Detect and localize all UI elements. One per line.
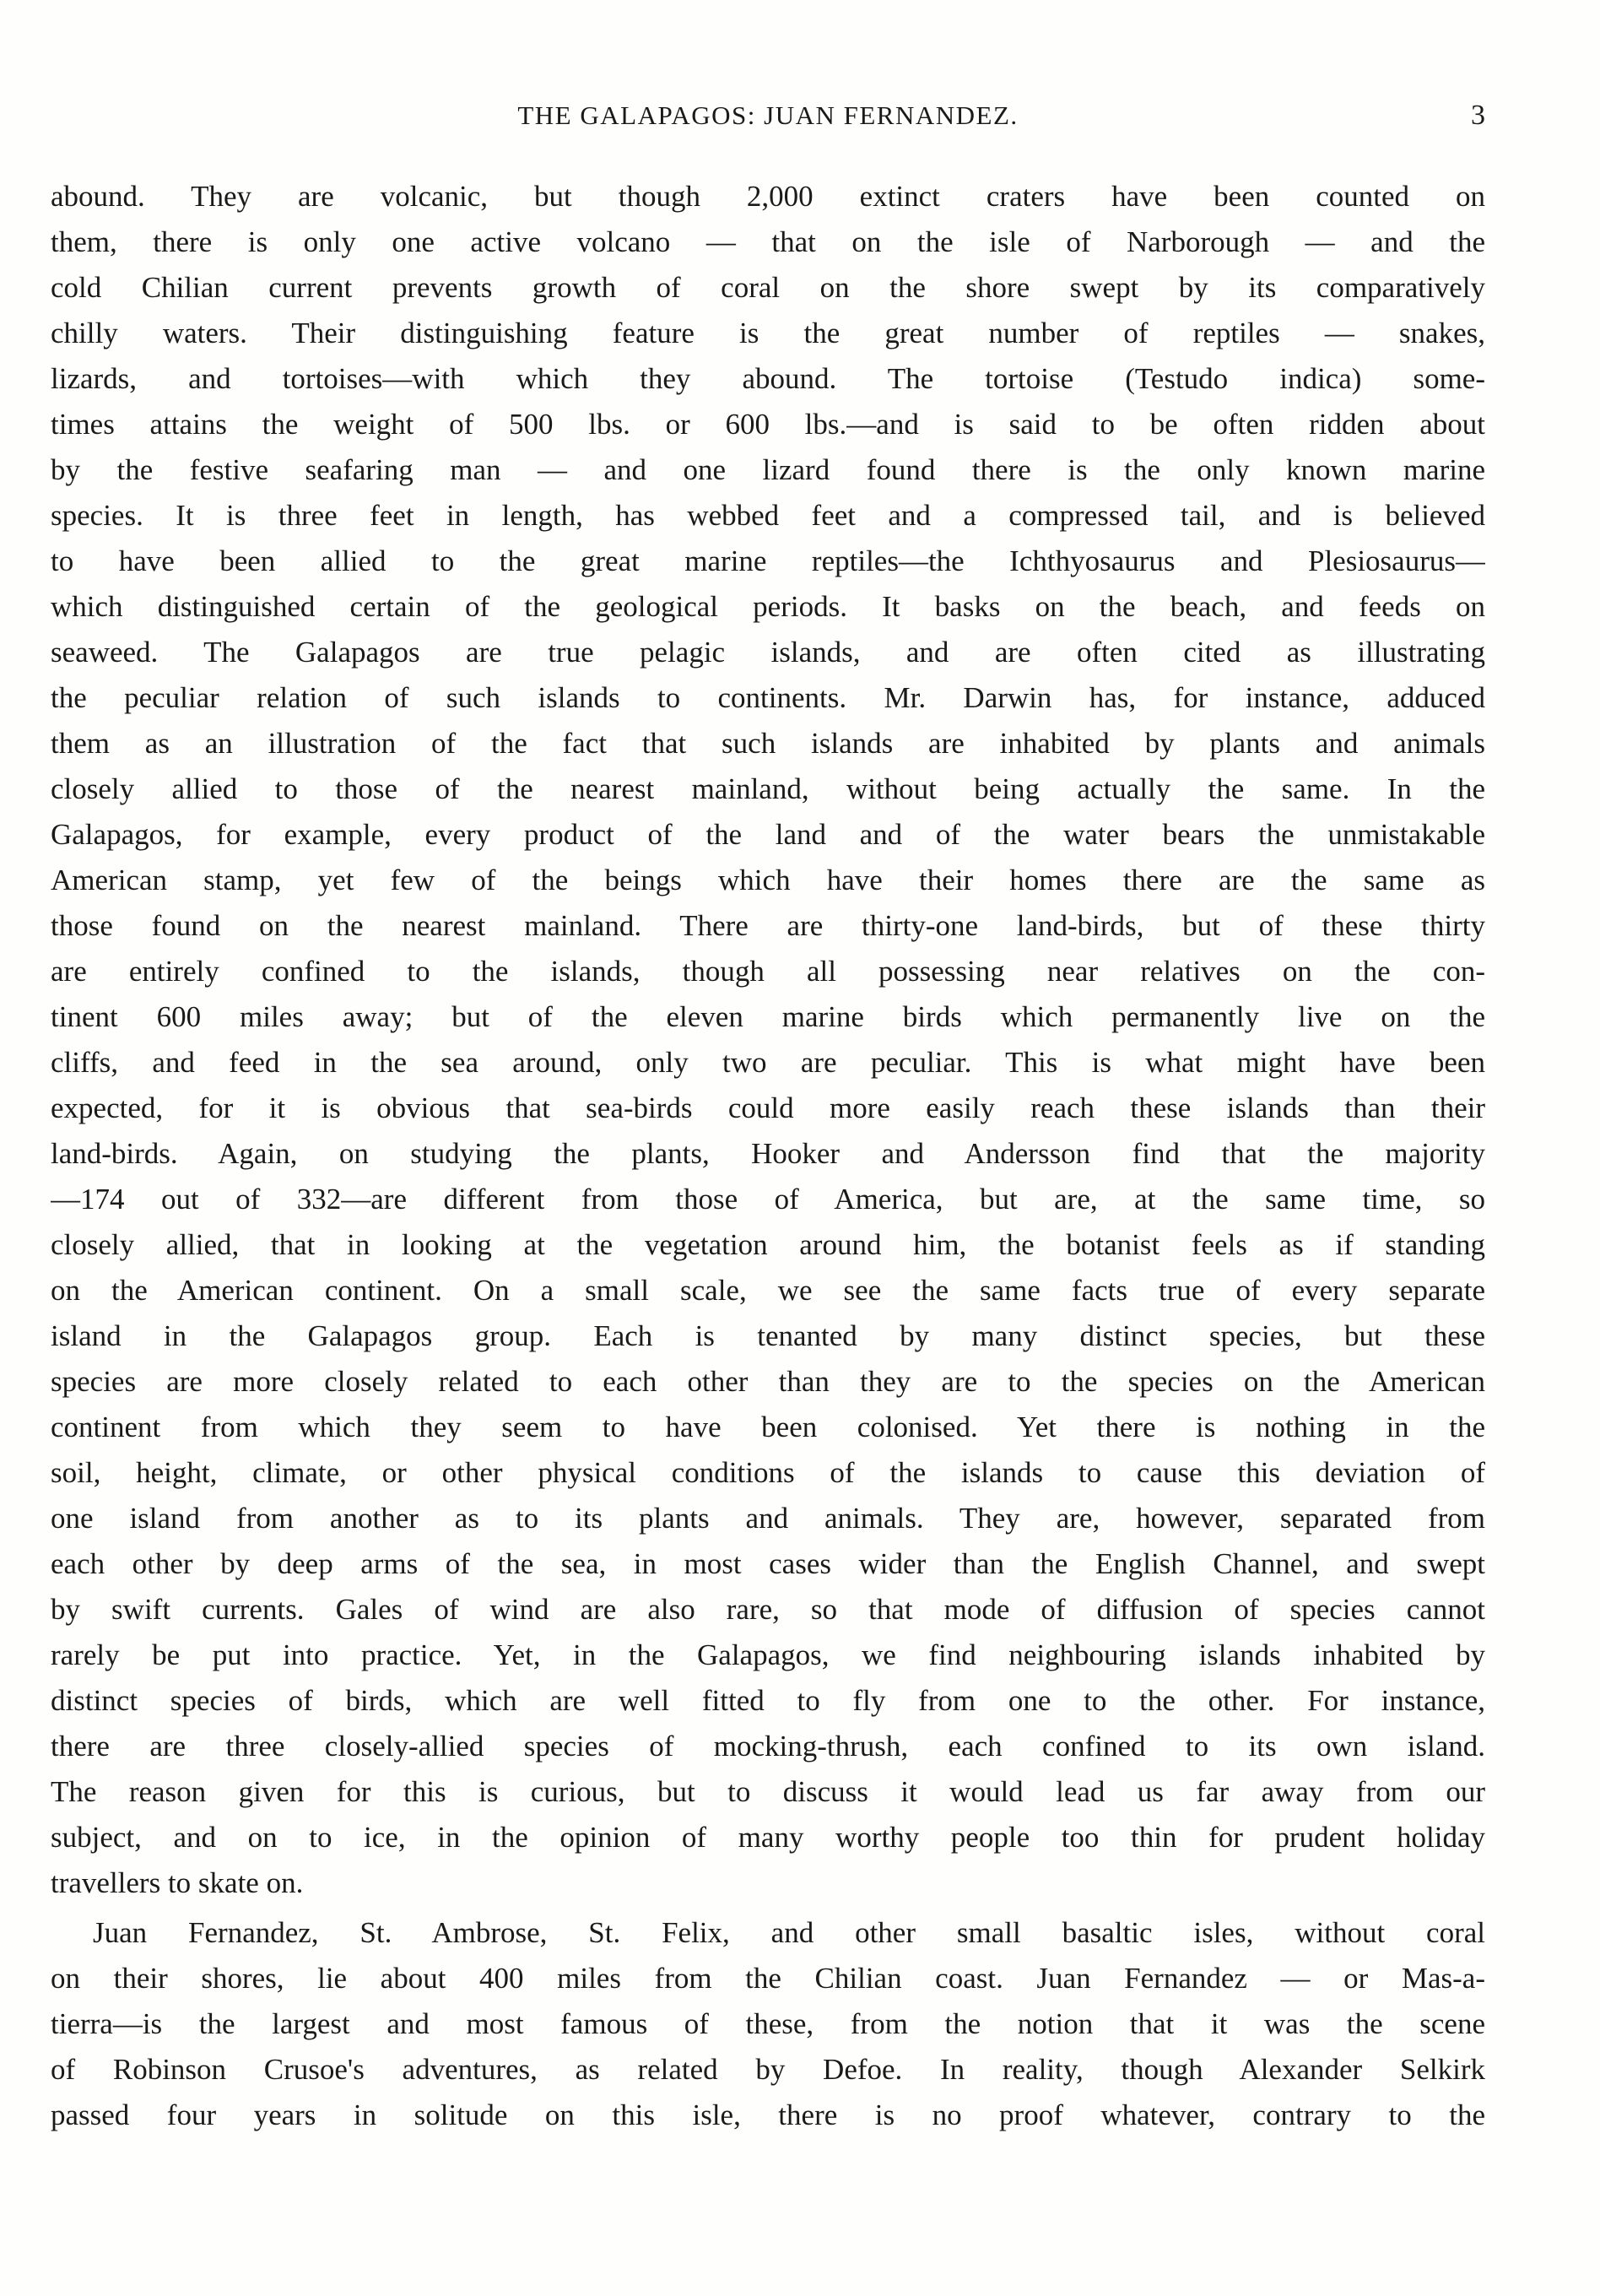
text-line: closely allied, that in looking at the vegetation around him, the botanist feels as if standing [51, 1228, 1485, 1261]
text-line: to have been allied to the great marine reptiles—the Ichthyosaurus and Plesiosaurus— [51, 544, 1485, 577]
text-line: Galapagos, for example, every product of the land and of the water bears the unmistakable [51, 818, 1485, 851]
text-line: cliffs, and feed in the sea around, only two are peculiar. This is what might have been [51, 1046, 1485, 1079]
text-line: soil, height, climate, or other physical conditions of the islands to cause this deviation of [51, 1456, 1485, 1489]
text-line: travellers to skate on. [51, 1866, 304, 1899]
text-line: by the festive seafaring man — and one lizard found there is the only known marine [51, 453, 1485, 486]
text-line: American stamp, yet few of the beings which have their homes there are the same as [51, 864, 1485, 896]
text-line: chilly waters. Their distinguishing feature is the great number of reptiles — snakes, [51, 317, 1485, 349]
text-line: of Robinson Crusoe's adventures, as related by Defoe. In reality, though Alexander Selkirk [51, 2053, 1485, 2086]
text-line: by swift currents. Gales of wind are also rare, so that mode of diffusion of species cannot [51, 1593, 1485, 1626]
text-line: expected, for it is obvious that sea-birds could more easily reach these islands than their [51, 1091, 1485, 1124]
text-line: on their shores, lie about 400 miles from the Chilian coast. Juan Fernandez — or Mas-a- [51, 1962, 1485, 1995]
text-line: closely allied to those of the nearest mainland, without being actually the same. In the [51, 772, 1485, 805]
text-line: them as an illustration of the fact that such islands are inhabited by plants and animals [51, 727, 1485, 760]
text-line: species. It is three feet in length, has webbed feet and a compressed tail, and is believed [51, 499, 1485, 532]
text-line: each other by deep arms of the sea, in most cases wider than the English Channel, and swept [51, 1547, 1485, 1580]
page-number: 3 [1471, 100, 1485, 131]
text-line: —174 out of 332—are different from those of America, but are, at the same time, so [51, 1183, 1485, 1216]
text-line: island in the Galapagos group. Each is tenanted by many distinct species, but these [51, 1319, 1485, 1352]
text-line: species are more closely related to each other than they are to the species on the American [51, 1365, 1485, 1398]
text-line: The reason given for this is curious, but to discuss it would lead us far away from our [51, 1775, 1485, 1808]
text-line: which distinguished certain of the geological periods. It basks on the beach, and feeds on [51, 590, 1485, 623]
text-line: the peculiar relation of such islands to continents. Mr. Darwin has, for instance, adduced [51, 681, 1485, 714]
running-head [51, 95, 1485, 137]
text-line: land-birds. Again, on studying the plants, Hooker and Andersson find that the majority [51, 1137, 1485, 1170]
text-line: one island from another as to its plants and animals. They are, however, separated from [51, 1502, 1485, 1535]
text-line: tierra—is the largest and most famous of these, from the notion that it was the scene [51, 2007, 1485, 2040]
text-line: there are three closely-allied species of mocking-thrush, each confined to its own island. [51, 1730, 1485, 1763]
text-line: continent from which they seem to have been colonised. Yet there is nothing in the [51, 1411, 1485, 1443]
text-line: cold Chilian current prevents growth of coral on the shore swept by its comparatively [51, 271, 1485, 304]
text-line: lizards, and tortoises—with which they abound. The tortoise (Testudo indica) some- [51, 362, 1485, 395]
paragraph-galapagos [51, 174, 1485, 1906]
paragraph-juan-fernandez [51, 1910, 1485, 2138]
running-title: THE GALAPAGOS: JUAN FERNANDEZ. [517, 100, 1019, 130]
text-line: those found on the nearest mainland. There are thirty-one land-birds, but of these thirty [51, 909, 1485, 942]
text-line: passed four years in solitude on this isle, there is no proof whatever, contrary to the [51, 2098, 1485, 2131]
text-line: distinct species of birds, which are well fitted to fly from one to the other. For instance, [51, 1684, 1485, 1717]
text-line: abound. They are volcanic, but though 2,000 extinct craters have been counted on [51, 180, 1485, 213]
text-line: times attains the weight of 500 lbs. or 600 lbs.—and is said to be often ridden about [51, 408, 1485, 441]
text-line: Juan Fernandez, St. Ambrose, St. Felix, and other small basaltic isles, without coral [93, 1916, 1485, 1949]
text-line: subject, and on to ice, in the opinion of many worthy people too thin for prudent holiday [51, 1821, 1485, 1854]
text-line: them, there is only one active volcano — that on the isle of Narborough — and the [51, 225, 1485, 258]
text-line: on the American continent. On a small scale, we see the same facts true of every separate [51, 1274, 1485, 1307]
body-text [51, 174, 1485, 2138]
text-line: are entirely confined to the islands, though all possessing near relatives on the con- [51, 955, 1485, 988]
text-line: seaweed. The Galapagos are true pelagic islands, and are often cited as illustrating [51, 636, 1485, 669]
text-line: rarely be put into practice. Yet, in the Galapagos, we find neighbouring islands inhabited by [51, 1638, 1485, 1671]
text-line: tinent 600 miles away; but of the eleven marine birds which permanently live on the [51, 1000, 1485, 1033]
